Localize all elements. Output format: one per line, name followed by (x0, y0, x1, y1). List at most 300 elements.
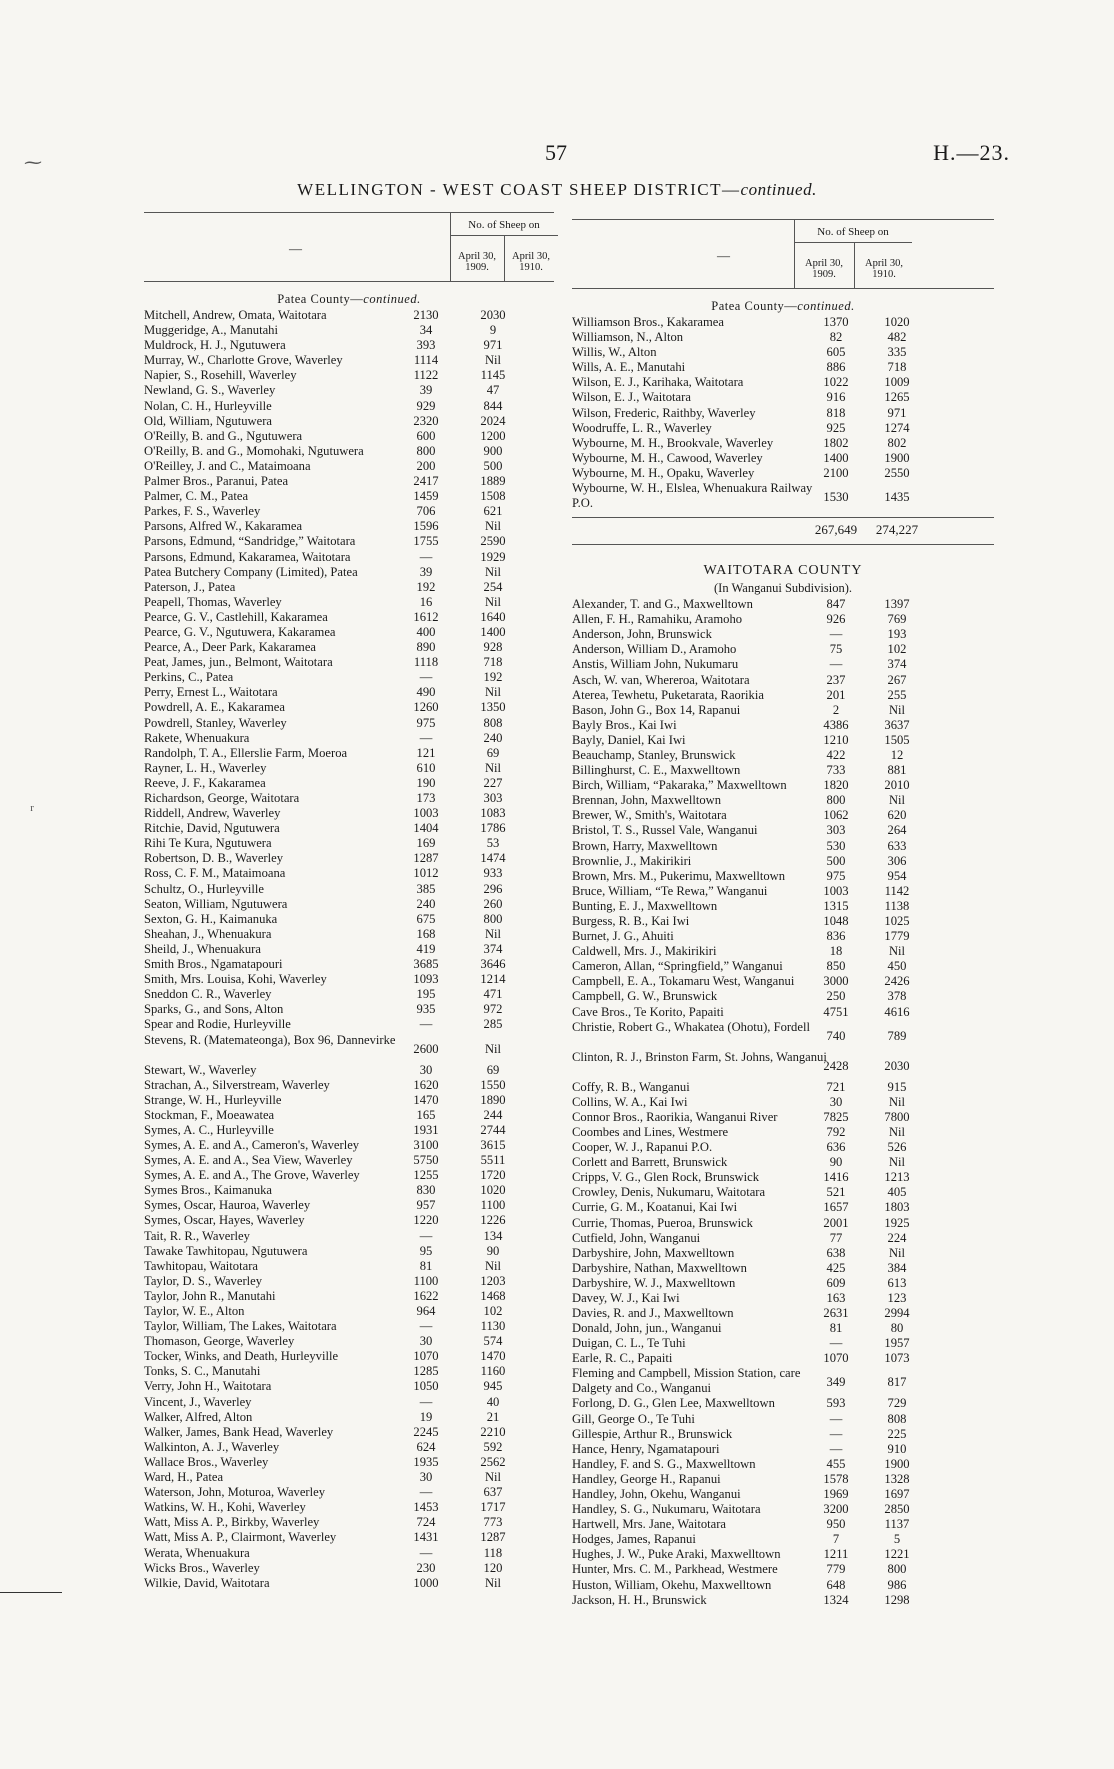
sheep-1910: 945 (483, 1379, 503, 1394)
sheep-1909: 1657 (823, 1200, 849, 1215)
owner-name: Coombes and Lines, Westmere (572, 1124, 729, 1139)
sheep-1910: 844 (483, 398, 503, 413)
sheep-1909: 500 (826, 853, 846, 868)
table-row (144, 1033, 554, 1063)
sheep-1910: 2030 (480, 308, 506, 322)
sheep-1910: 384 (887, 1260, 907, 1275)
owner-name: Wicks Bros., Waverley (144, 1560, 260, 1575)
sheep-1910: 1083 (480, 806, 506, 821)
sheep-1910: 192 (483, 670, 503, 685)
table-row (572, 808, 994, 823)
sheep-1910: 267 (887, 672, 907, 687)
table-row (144, 1425, 554, 1440)
sheep-1909: 1118 (413, 655, 439, 670)
sheep-1909: — (419, 1545, 433, 1560)
sheep-1910: 260 (483, 896, 503, 911)
owner-name: Huston, William, Okehu, Maxwelltown (572, 1577, 772, 1592)
sheep-1909: 800 (416, 443, 436, 458)
sheep-1909: 1453 (413, 1500, 439, 1515)
document-id: H.—23. (933, 140, 1010, 165)
table-row (144, 1334, 554, 1349)
sheep-1910: 1130 (480, 1319, 506, 1334)
table-row (144, 1213, 554, 1228)
sheep-1909: 975 (416, 715, 436, 730)
sheep-1910: 881 (887, 763, 907, 778)
sheep-1910: 120 (483, 1560, 503, 1575)
owner-name: Woodruffe, L. R., Waverley (572, 420, 712, 435)
sheep-1910: 633 (887, 838, 907, 853)
sheep-1909: 1470 (413, 1092, 439, 1107)
sheep-1910: 254 (483, 579, 503, 594)
table-row (572, 315, 994, 330)
sheep-1909: 1122 (413, 368, 439, 383)
owner-name: Bayly Bros., Kai Iwi (572, 717, 677, 732)
page-number: 57 (545, 140, 567, 165)
sheep-1909: 30 (419, 1062, 433, 1077)
table-row (572, 597, 994, 612)
sheep-1909: 1416 (823, 1170, 849, 1185)
owner-name: Mitchell, Andrew, Omata, Waitotara (144, 308, 327, 322)
owner-name: Tocker, Winks, and Death, Hurleyville (144, 1349, 339, 1364)
sheep-1910: 1508 (480, 489, 506, 504)
sheep-1909: 2428 (823, 1058, 849, 1073)
sheep-1910: 4616 (884, 1004, 910, 1019)
owner-name: Caldwell, Mrs. J., Makirikiri (572, 944, 717, 959)
sheep-1910: 729 (887, 1396, 907, 1411)
sheep-1909: 81 (829, 1321, 843, 1336)
sheep-1910: Nil (888, 1094, 906, 1109)
sheep-1909: — (419, 549, 433, 564)
table-row (572, 1125, 994, 1140)
sheep-1909: 3100 (413, 1137, 439, 1152)
sheep-1909: 77 (829, 1230, 843, 1245)
section-heading-waitotara: WAITOTARA COUNTY (703, 563, 863, 579)
owner-name: O'Reilley, J. and C., Mataimoana (144, 458, 311, 473)
table-row (572, 703, 994, 718)
sheep-1909: 593 (826, 1396, 846, 1411)
sheep-1909: 779 (826, 1562, 846, 1577)
table-row (144, 1515, 554, 1530)
sheep-1910: 2010 (884, 778, 910, 793)
sheep-1909: 16 (419, 594, 433, 609)
sheep-1910: 1298 (884, 1592, 910, 1607)
owner-name: Clinton, R. J., Brinston Farm, St. Johns, Wanganui (572, 1049, 827, 1064)
table-row (144, 1546, 554, 1561)
sheep-1910: 928 (483, 640, 503, 655)
page-title (0, 180, 1114, 200)
table-row (572, 1005, 994, 1020)
sheep-1909: — (419, 1017, 433, 1032)
sheep-1909: 724 (416, 1515, 436, 1530)
sheep-1910: 808 (483, 715, 503, 730)
table-row (572, 1578, 994, 1593)
sheep-1910: 378 (887, 989, 907, 1004)
sheep-1910: 118 (483, 1545, 503, 1560)
sheep-1910: 808 (887, 1411, 907, 1426)
owner-name: Muldrock, H. J., Ngutuwera (144, 338, 286, 353)
table-row (572, 1502, 994, 1517)
owner-name: Pearce, G. V., Castlehill, Kakaramea (144, 609, 328, 624)
sheep-1910: Nil (888, 793, 906, 808)
table-row (572, 688, 994, 703)
header-subrule (794, 242, 912, 243)
sheep-1910: 915 (887, 1079, 907, 1094)
table-row (144, 519, 554, 534)
table-row (572, 959, 994, 974)
owner-name: Bruce, William, “Te Rewa,” Wanganui (572, 883, 768, 898)
sheep-1909: 5750 (413, 1153, 439, 1168)
owner-name: Palmer, C. M., Patea (144, 489, 249, 504)
sheep-1909: 195 (416, 987, 436, 1002)
sheep-1910: 2550 (884, 465, 910, 480)
sheep-1910: 1786 (480, 821, 506, 836)
sheep-1910: 193 (887, 627, 907, 642)
table-row (572, 1472, 994, 1487)
sheep-1910: 621 (483, 504, 503, 519)
sheep-1909: — (419, 1228, 433, 1243)
owner-name: Pearce, G. V., Ngutuwera, Kakaramea (144, 624, 336, 639)
table-row (572, 869, 994, 884)
table-row (572, 1170, 994, 1185)
table-row (572, 1306, 994, 1321)
sheep-1910: 69 (486, 1062, 500, 1077)
sheep-1910: 933 (483, 866, 503, 881)
sheep-1910: 2744 (480, 1122, 506, 1137)
owner-name: Earle, R. C., Papaiti (572, 1351, 673, 1366)
owner-name: Wybourne, M. H., Cawood, Waverley (572, 450, 763, 465)
sheep-1909: 250 (826, 989, 846, 1004)
sheep-1910: Nil (484, 564, 502, 579)
sheep-1909: 721 (826, 1079, 846, 1094)
sheep-1910: 2562 (480, 1454, 506, 1469)
table-row (572, 1276, 994, 1291)
owner-name: Gill, George O., Te Tuhi (572, 1411, 695, 1426)
owner-name: Watkins, W. H., Kohi, Waverley (144, 1500, 306, 1515)
sheep-1910: Nil (484, 1575, 502, 1590)
table-row (572, 1547, 994, 1562)
table-row (572, 1291, 994, 1306)
table-row (144, 1576, 554, 1591)
table-row (572, 466, 994, 481)
owner-name: Sheahan, J., Whenuakura (144, 926, 272, 941)
owner-name: Walker, James, Bank Head, Waverley (144, 1424, 334, 1439)
table-row (144, 731, 554, 746)
owner-name: Ward, H., Patea (144, 1470, 224, 1485)
sheep-1910: 1890 (480, 1092, 506, 1107)
sheep-1910: 1900 (884, 450, 910, 465)
sheep-1909: 4386 (823, 717, 849, 732)
sheep-1910: 789 (887, 1028, 907, 1043)
sheep-1910: Nil (484, 1470, 502, 1485)
sheep-1909: 165 (416, 1107, 436, 1122)
table-row (144, 1108, 554, 1123)
sheep-1910: 2210 (480, 1424, 506, 1439)
sheep-1909: 1802 (823, 435, 849, 450)
table-row (144, 836, 554, 851)
sheep-1910: 1640 (480, 609, 506, 624)
table-row (144, 1349, 554, 1364)
sheep-1909: 1431 (413, 1530, 439, 1545)
table-row (144, 1198, 554, 1213)
owner-name: Asch, W. van, Whereroa, Waitotara (572, 672, 750, 687)
table-row (144, 610, 554, 625)
sheep-1909: 1459 (413, 489, 439, 504)
sheep-1909: 303 (826, 823, 846, 838)
sheep-1910: 773 (483, 1515, 503, 1530)
owner-name: Cutfield, John, Wanganui (572, 1230, 701, 1245)
sheep-1909: 926 (826, 612, 846, 627)
sheep-1910: 303 (483, 791, 503, 805)
sheep-1910: Nil (484, 760, 502, 775)
owner-name: Bristol, T. S., Russel Vale, Wanganui (572, 823, 758, 838)
owner-name: Werata, Whenuakura (144, 1545, 250, 1560)
owner-name: Reeve, J. F., Kakaramea (144, 775, 266, 790)
total-1909: 267,649 (814, 522, 858, 538)
sheep-1910: 1474 (480, 851, 506, 866)
sheep-1909: 2 (832, 702, 840, 717)
left-column (144, 212, 554, 1591)
table-row (144, 429, 554, 444)
owner-name: Symes, Oscar, Hayes, Waverley (144, 1213, 305, 1228)
table-row (144, 399, 554, 414)
sheep-1910: 1265 (884, 390, 910, 405)
sheep-1909: 400 (416, 624, 436, 639)
table-row (572, 1231, 994, 1246)
owner-name: Spear and Rodie, Hurleyville (144, 1017, 291, 1032)
sheep-1909: 675 (416, 911, 436, 926)
table-row (144, 383, 554, 398)
sheep-1910: 2850 (884, 1502, 910, 1517)
table-row (572, 1020, 994, 1050)
table-row (144, 368, 554, 383)
table-row (572, 1140, 994, 1155)
owner-name: Smith, Mrs. Louisa, Kohi, Waverley (144, 972, 327, 987)
table-row (144, 791, 554, 806)
sheep-1909: — (829, 657, 843, 672)
owner-name: Wallace Bros., Waverley (144, 1454, 269, 1469)
sheep-1909: 1070 (413, 1349, 439, 1364)
sheep-1909: — (419, 1394, 433, 1409)
sheep-1909: 706 (416, 504, 436, 519)
sheep-1909: 636 (826, 1140, 846, 1155)
table-row (144, 1168, 554, 1183)
sheep-1909: 1050 (413, 1379, 439, 1394)
sheep-1909: 34 (419, 323, 433, 338)
owner-name: Seaton, William, Ngutuwera (144, 896, 288, 911)
table-row (572, 1562, 994, 1577)
owner-name: Strachan, A., Silverstream, Waverley (144, 1077, 330, 1092)
sheep-1910: 1957 (884, 1336, 910, 1351)
table-row (144, 1274, 554, 1289)
owner-name: Peat, James, jun., Belmont, Waitotara (144, 655, 333, 670)
table-row (144, 504, 554, 519)
sheep-1909: 916 (826, 390, 846, 405)
county-total-row (572, 517, 994, 545)
sheep-1910: 1717 (480, 1500, 506, 1515)
owner-name: Duigan, C. L., Te Tuhi (572, 1336, 686, 1351)
sheep-1910: 1350 (480, 700, 506, 715)
sheep-1909: 4751 (823, 1004, 849, 1019)
sheep-1910: 986 (887, 1577, 907, 1592)
sheep-1910: 12 (890, 747, 904, 762)
table-row (572, 1427, 994, 1442)
sheep-1909: 2320 (413, 413, 439, 428)
table-row (144, 1304, 554, 1319)
owner-name: Watt, Miss A. P., Birkby, Waverley (144, 1515, 320, 1530)
sheep-1909: 7 (832, 1532, 840, 1547)
sheep-1909: 1100 (413, 1273, 439, 1288)
owner-name: Allen, F. H., Ramahiku, Aramoho (572, 612, 743, 627)
sheep-1909: 1022 (823, 375, 849, 390)
owner-name: Waterson, John, Moturoa, Waverley (144, 1485, 326, 1500)
sheep-1910: 574 (483, 1334, 503, 1349)
owner-name: Wybourne, M. H., Opaku, Waverley (572, 465, 755, 480)
sheep-1909: 733 (826, 763, 846, 778)
sheep-1909: 30 (419, 1470, 433, 1485)
table-row (572, 657, 994, 672)
sheep-1909: 1969 (823, 1487, 849, 1501)
owner-name: Perry, Ernest L., Waitotara (144, 685, 278, 700)
table-row (572, 989, 994, 1004)
sheep-1910: 1720 (480, 1168, 506, 1183)
section-name: Patea County— (277, 292, 364, 306)
sheep-1910: 1889 (480, 474, 506, 489)
sheep-1910: 264 (887, 823, 907, 838)
sheep-1910: 817 (887, 1375, 907, 1390)
table-row (572, 1366, 994, 1396)
header-date-1909: April 30, 1909. (458, 251, 496, 273)
sheep-1909: 1260 (413, 700, 439, 715)
sheep-1909: 886 (826, 360, 846, 375)
table-row (572, 360, 994, 375)
table-row (144, 489, 554, 504)
sheep-1909: 1003 (823, 883, 849, 898)
owner-name: Symes Bros., Kaimanuka (144, 1183, 273, 1198)
sheep-1909: 2631 (823, 1306, 849, 1321)
sheep-1910: 227 (483, 775, 503, 790)
table-header (144, 212, 554, 282)
sheep-1910: 134 (483, 1228, 503, 1243)
owner-name: Darbyshire, Nathan, Maxwelltown (572, 1260, 747, 1275)
sheep-1909: — (829, 1441, 843, 1456)
owner-name: Symes, A. E. and A., The Grove, Waverley (144, 1168, 360, 1183)
owner-name: Bunting, E. J., Maxwelltown (572, 898, 718, 913)
sheep-1910: 1020 (884, 315, 910, 329)
header-divider (854, 242, 855, 288)
table-row (144, 1063, 554, 1078)
sheep-1910: 1137 (884, 1517, 910, 1532)
sheep-1910: Nil (484, 519, 502, 534)
owner-name: Wybourne, M. H., Brookvale, Waverley (572, 435, 774, 450)
table-row (572, 1487, 994, 1502)
owner-name: Darbyshire, W. J., Maxwelltown (572, 1275, 736, 1290)
owner-name: Handley, George H., Rapanui (572, 1471, 721, 1486)
table-row (572, 1216, 994, 1231)
sheep-1910: 9 (489, 323, 497, 338)
table-row (144, 897, 554, 912)
table-row (144, 821, 554, 836)
sheep-1910: 1073 (884, 1351, 910, 1366)
owner-name: Parsons, Edmund, Kakaramea, Waitotara (144, 549, 351, 564)
table-row (144, 957, 554, 972)
sheep-1909: 1370 (823, 315, 849, 329)
sheep-1910: 3615 (480, 1137, 506, 1152)
owner-name: Bayly, Daniel, Kai Iwi (572, 732, 686, 747)
table-row (572, 778, 994, 793)
table-row (572, 733, 994, 748)
sheep-1909: 1048 (823, 914, 849, 928)
margin-mark: ⁓ (24, 152, 42, 172)
sheep-1910: 3646 (480, 957, 506, 972)
sheep-1909: 609 (826, 1275, 846, 1290)
owner-name: Schultz, O., Hurleyville (144, 881, 264, 896)
table-row (144, 338, 554, 353)
table-row (144, 1138, 554, 1153)
sheep-1909: 610 (416, 760, 436, 775)
sheep-1910: 1505 (884, 732, 910, 747)
sheep-1909: 2417 (413, 474, 439, 489)
sheep-1909: 422 (826, 747, 846, 762)
right-column (572, 219, 994, 1608)
table-row (144, 444, 554, 459)
sheep-1910: 21 (486, 1409, 500, 1424)
sheep-1909: 75 (829, 642, 843, 657)
sheep-1910: 1213 (884, 1170, 910, 1185)
table-row (572, 451, 994, 466)
owner-name: Hartwell, Mrs. Jane, Waitotara (572, 1517, 727, 1532)
owner-name: Cripps, V. G., Glen Rock, Brunswick (572, 1170, 760, 1185)
table-row (144, 1078, 554, 1093)
sheep-1909: 168 (416, 926, 436, 941)
sheep-1909: 2001 (823, 1215, 849, 1230)
table-row (572, 642, 994, 657)
sheep-1910: 2426 (884, 974, 910, 989)
table-row (144, 1410, 554, 1425)
table-row (144, 1123, 554, 1138)
table-row (572, 884, 994, 899)
sheep-1909: 1003 (413, 806, 439, 821)
sheep-1909: 2245 (413, 1424, 439, 1439)
table-row (572, 1396, 994, 1411)
owner-name: Wilkie, David, Waitotara (144, 1575, 270, 1590)
owner-name: Christie, Robert G., Whakatea (Ohotu), Fordell (572, 1019, 810, 1034)
sheep-1909: 890 (416, 640, 436, 655)
sheep-1910: 102 (483, 1304, 503, 1318)
sheep-1909: 624 (416, 1439, 436, 1454)
owner-name: Rihi Te Kura, Ngutuwera (144, 836, 272, 851)
table-row (572, 1351, 994, 1366)
table-row (144, 685, 554, 700)
table-row (572, 854, 994, 869)
owner-name: Cooper, W. J., Rapanui P.O. (572, 1140, 713, 1155)
owner-name: Taylor, William, The Lakes, Waitotara (144, 1319, 337, 1334)
sheep-1909: 929 (416, 398, 436, 413)
sheep-1909: 90 (829, 1155, 843, 1170)
sheep-1909: 1404 (413, 821, 439, 836)
sheep-1910: Nil (484, 685, 502, 700)
sheep-1910: 102 (887, 642, 907, 657)
table-row (144, 595, 554, 610)
sheep-1910: 500 (483, 458, 503, 473)
table-row (144, 625, 554, 640)
owner-name: Symes, A. E. and A., Cameron's, Waverley (144, 1137, 360, 1152)
owner-name: Verry, John H., Waitotara (144, 1379, 272, 1394)
sheep-1909: 964 (416, 1304, 436, 1318)
table-row (144, 1395, 554, 1410)
table-row (144, 746, 554, 761)
table-row (144, 866, 554, 881)
sheep-1910: 1226 (480, 1213, 506, 1228)
